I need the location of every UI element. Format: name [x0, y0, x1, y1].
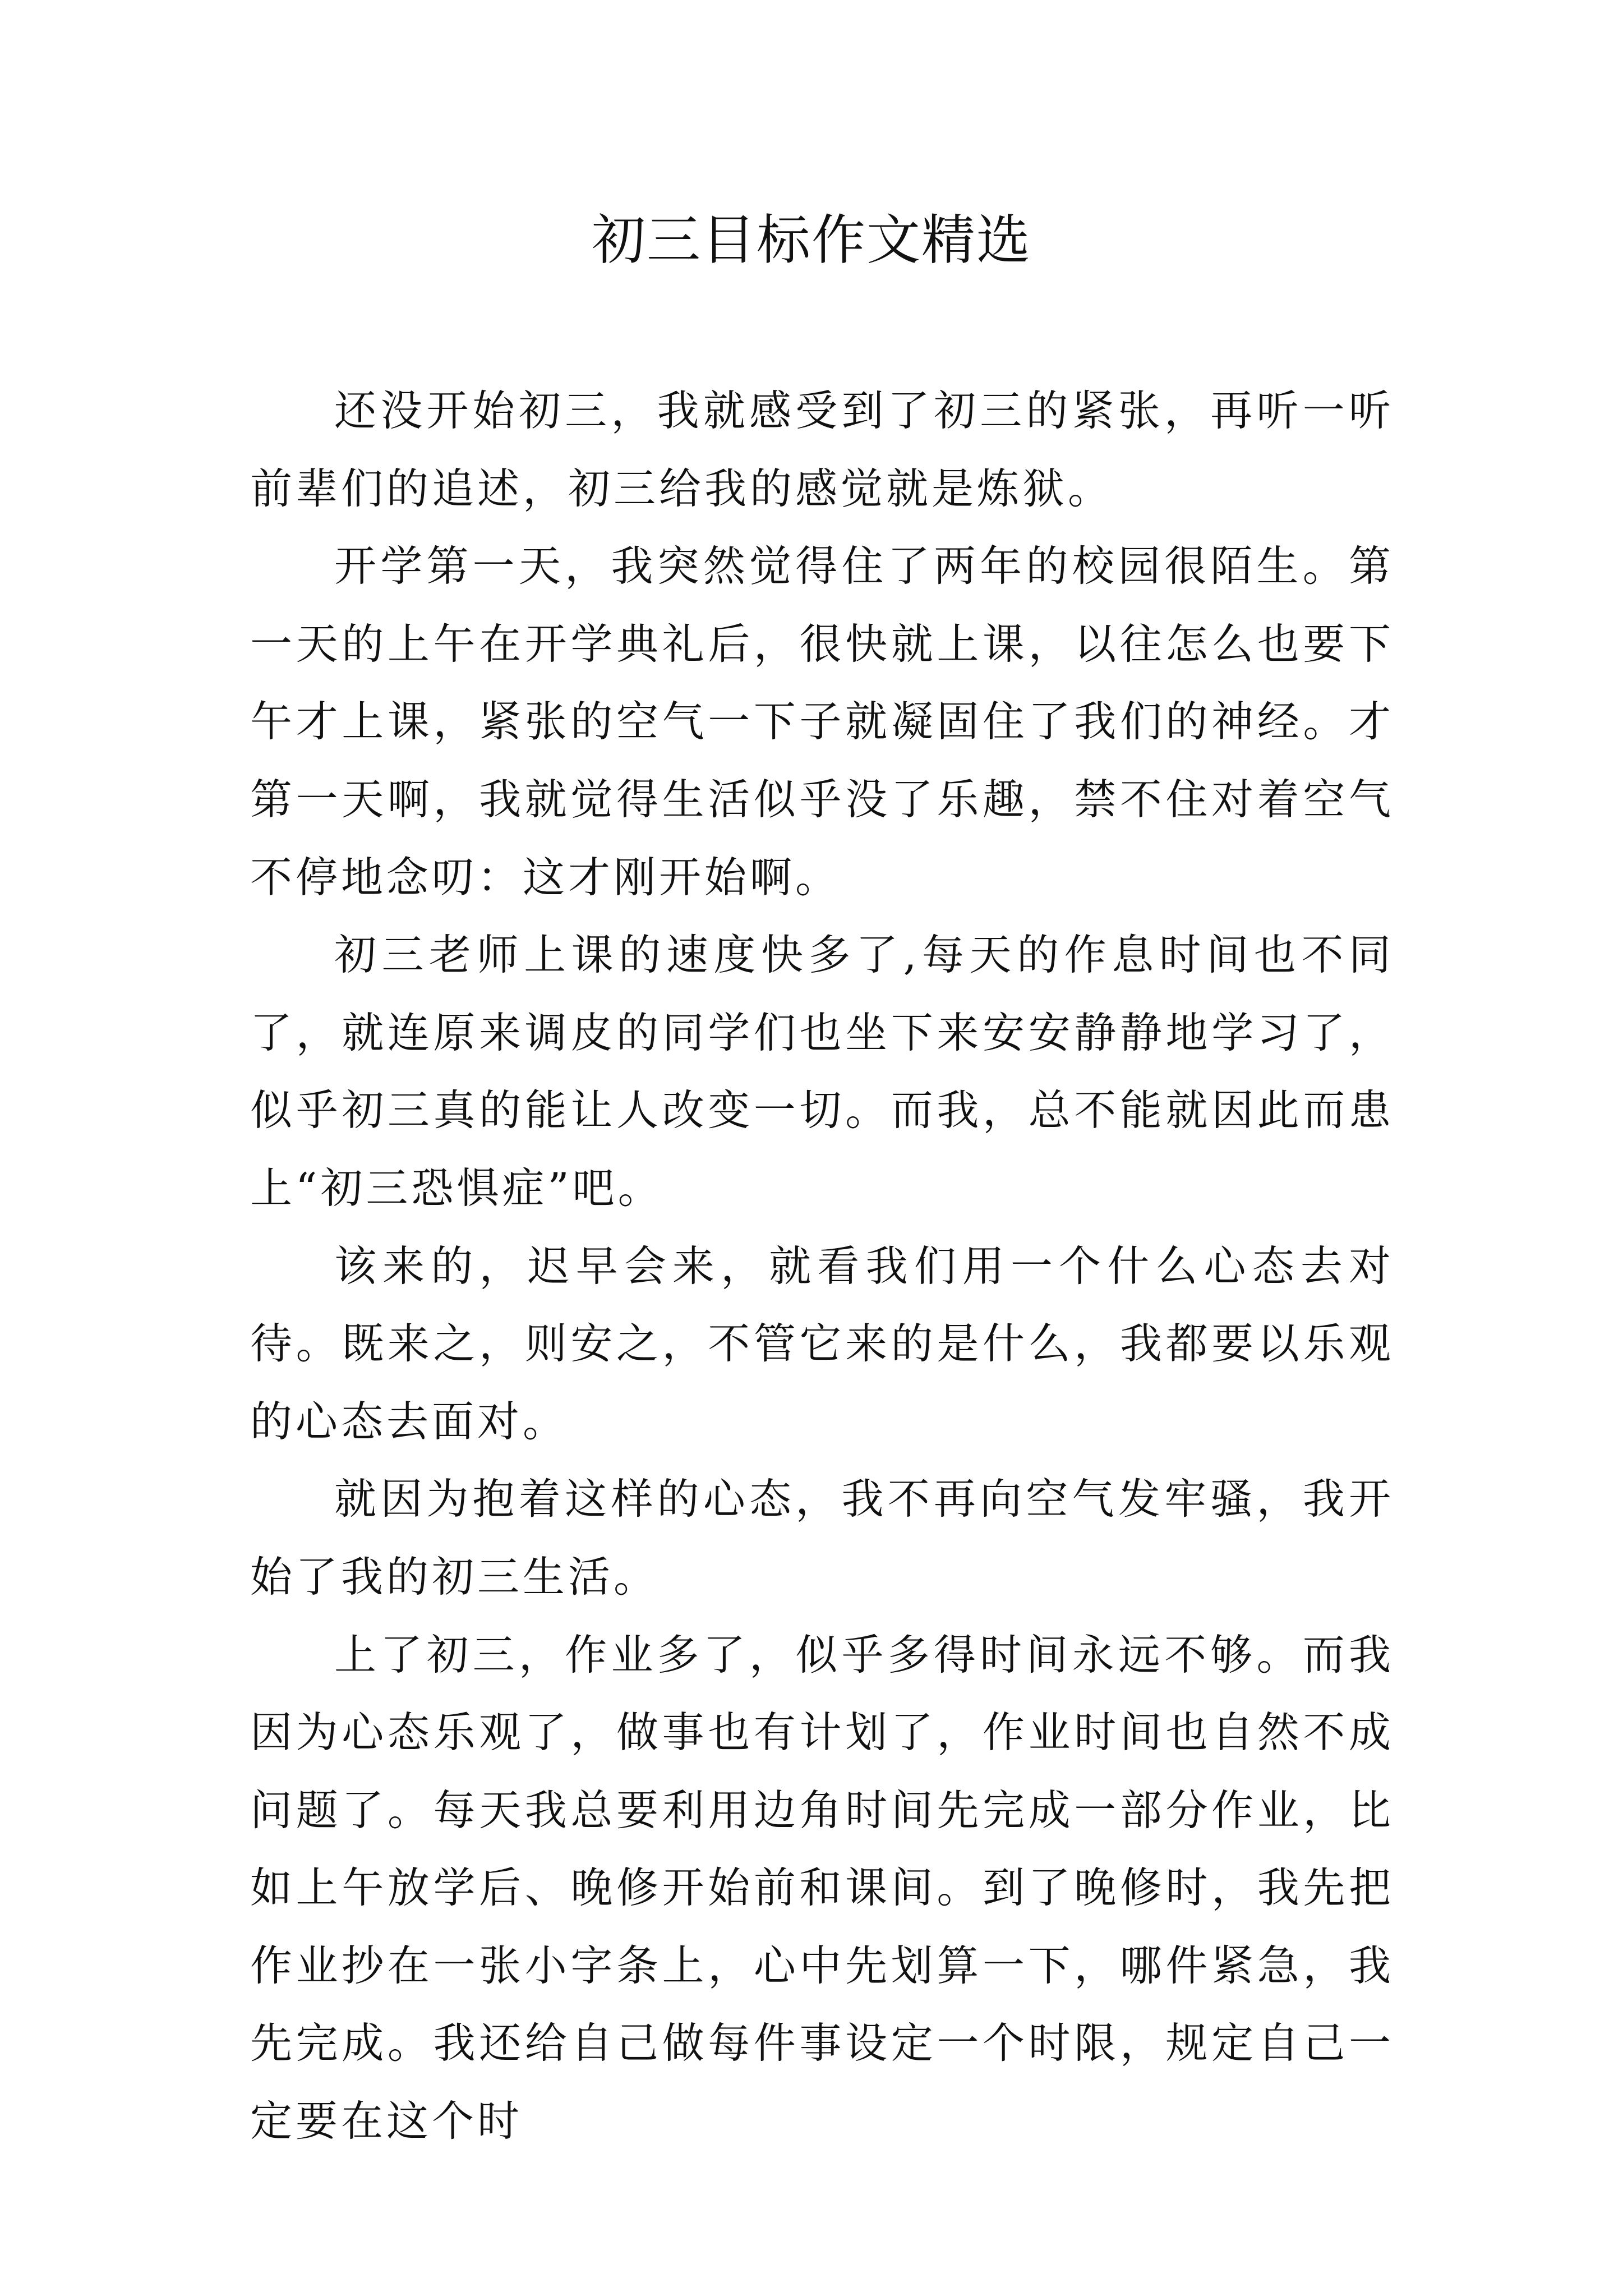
paragraph: 该来的，迟早会来，就看我们用一个什么心态去对待。既来之，则安之，不管它来的是什么，我都要以乐观的心态去面对。 — [250, 1241, 1394, 1446]
document-title: 初三目标作文精选 — [592, 209, 1031, 272]
paragraph: 还没开始初三，我就感受到了初三的紧张，再听一听前辈们的追述，初三给我的感觉就是炼狱。 — [250, 386, 1394, 513]
paragraph: 初三老师上课的速度快多了,每天的作息时间也不同了，就连原来调皮的同学们也坐下来安安静静地学习了，似乎初三真的能让人改变一切。而我，总不能就因此而患上“初三恐惧症”吧。 — [250, 930, 1394, 1213]
paragraph: 就因为抱着这样的心态，我不再向空气发牢骚，我开始了我的初三生活。 — [250, 1474, 1394, 1602]
paragraph: 开学第一天，我突然觉得住了两年的校园很陌生。第一天的上午在开学典礼后，很快就上课，以往怎么也要下午才上课，紧张的空气一下子就凝固住了我们的神经。才第一天啊，我就觉得生活似乎没了乐趣，禁不住对着空气不停地念叨：这才刚开始啊。 — [250, 541, 1394, 902]
paragraph: 上了初三，作业多了，似乎多得时间永远不够。而我因为心态乐观了，做事也有计划了，作业时间也自然不成问题了。每天我总要利用边角时间先完成一部分作业，比如上午放学后、晚修开始前和课间。到了晚修时，我先把作业抄在一张小字条上，心中先划算一下，哪件紧急，我先完成。我还给自己做每件事设定一个时限，规定自己一定要在这个时 — [250, 1630, 1394, 2146]
document-body — [250, 372, 1394, 2160]
